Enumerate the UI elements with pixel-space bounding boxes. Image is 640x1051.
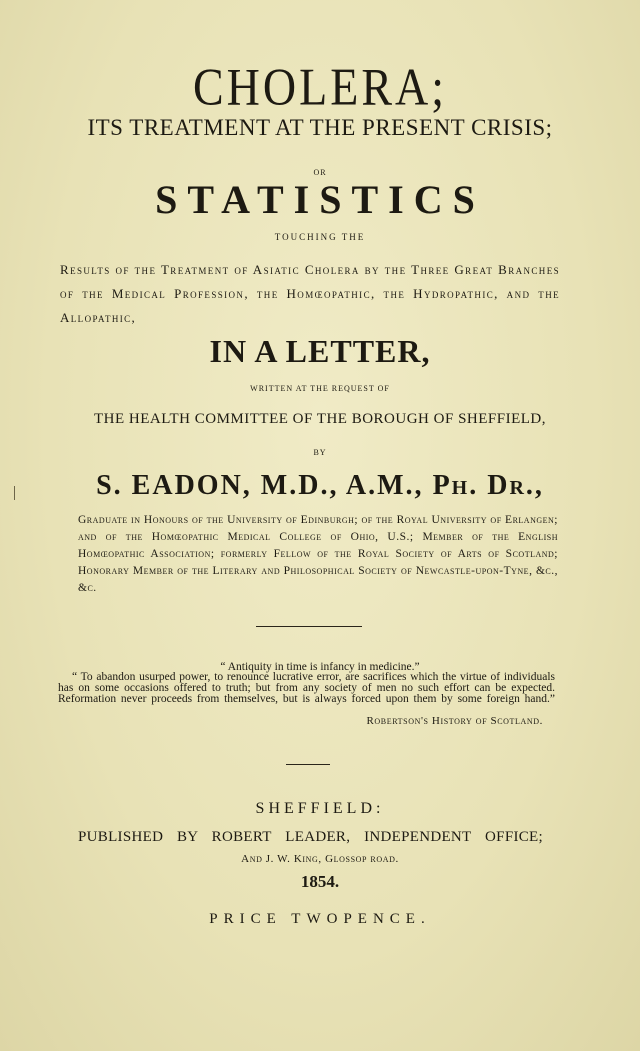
in-a-letter-heading: IN A LETTER, (209, 333, 431, 369)
quote-citation: Robertson's History of Scotland. (366, 715, 543, 727)
margin-mark (14, 486, 15, 500)
author-credentials: Graduate in Honours of the University of Edinburgh; of the Royal University of Erlangen; and of the Homœopathic Medical College of Ohio, U.S.; Member of the English Homœopathic Association; formerly Fellow of the Royal Society of Arts of Scotland; Honorary Member of the Literary and Philosophical Society of Newcastle-upon-Tyne, &c., &c. (78, 514, 558, 594)
author-degree: Ph. Dr., (432, 470, 544, 501)
divider-rule (256, 626, 362, 627)
health-committee: THE HEALTH COMMITTEE OF THE BOROUGH OF SHEFFIELD, (93, 411, 546, 427)
subtitle: ITS TREATMENT AT THE PRESENT CRISIS; (87, 115, 553, 140)
author-name: S. EADON, M.D., A.M., (96, 470, 424, 501)
main-title: CHOLERA; (193, 57, 447, 116)
robertson-quote: “ To abandon usurped power, to renounce lucrative error, are sacrifices which the virtue of individuals has on some occasions offered to truth; but from any society of men no such effort can be expected. Reformation never proceeds from themselves, but is always forced upon them by some foreign hand.” (58, 671, 555, 705)
author-line (0, 470, 640, 502)
co-publisher-line: And J. W. King, Glossop road. (241, 853, 399, 865)
touching-the-text: TOUCHING THE (274, 232, 366, 242)
publication-year: 1854. (300, 872, 340, 891)
publication-place: SHEFFIELD: (255, 800, 385, 817)
written-at-request: WRITTEN AT THE REQUEST OF (250, 384, 390, 393)
publisher-line: PUBLISHED BY ROBERT LEADER, INDEPENDENT OFFICE; (78, 829, 543, 845)
price-line: PRICE TWOPENCE. (209, 911, 431, 927)
statistics-heading: STATISTICS (155, 177, 485, 222)
by-text: BY (313, 448, 327, 457)
epigraph-quote: “ Antiquity in time is infancy in medicine.” (220, 661, 420, 673)
or-connector: OR (313, 168, 327, 177)
results-description: Results of the Treatment of Asiatic Cholera by the Three Great Branches of the Medical Profession, the Homœopathic, the Hydropathic, and the Allopathic, (60, 262, 560, 325)
divider-rule-short (286, 764, 330, 765)
